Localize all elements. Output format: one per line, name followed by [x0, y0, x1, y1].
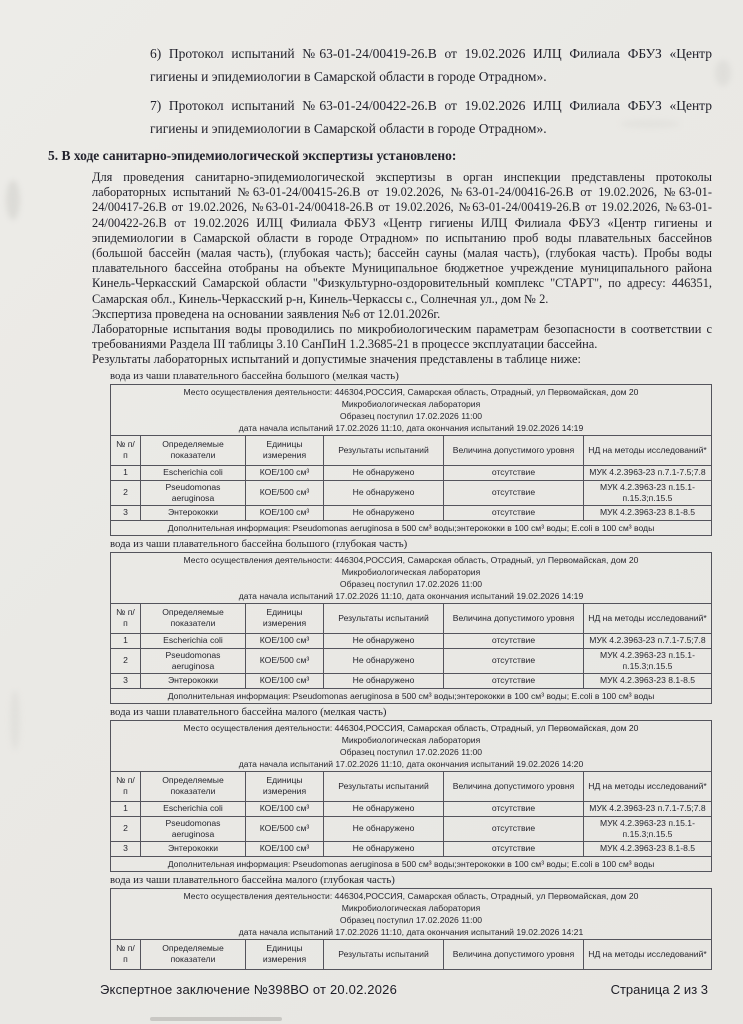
table-cell: отсутствие	[444, 816, 584, 841]
results-table-small-shallow	[110, 720, 712, 872]
table-header-row	[111, 603, 712, 633]
table-cell: отсутствие	[444, 841, 584, 856]
results-tables-block	[110, 370, 711, 970]
table-cell: МУК 4.2.3963-23 8.1-8.5	[584, 841, 712, 856]
table-row	[111, 673, 712, 688]
table-row	[111, 648, 712, 673]
table-cell: 3	[111, 841, 141, 856]
table-caption-big-deep: вода из чаши плавательного бассейна большого (глубокая часть)	[110, 537, 408, 550]
footer-page-number: Страница 2 из 3	[610, 981, 708, 997]
column-header: Результаты испытаний	[324, 435, 444, 465]
paragraph-basis: Экспертиза проведена на основании заявления №6 от 12.01.2026г.	[92, 306, 441, 321]
table-location-block	[111, 384, 712, 435]
table-cell: 2	[111, 480, 141, 505]
column-header: Определяемые показатели	[141, 939, 246, 969]
column-header: Определяемые показатели	[141, 435, 246, 465]
body-text-block	[92, 170, 712, 368]
column-header: Единицы измерения	[246, 603, 324, 633]
table-cell: 2	[111, 816, 141, 841]
table-cell: КОЕ/100 см³	[246, 673, 324, 688]
column-header: № п/п	[111, 435, 141, 465]
table-location-block	[111, 720, 712, 771]
page-footer	[100, 982, 712, 997]
table-cell: КОЕ/100 см³	[246, 633, 324, 648]
location-line: Образец поступил 17.02.2026 11:00	[339, 578, 483, 589]
table-row	[111, 633, 712, 648]
table-cell: КОЕ/100 см³	[246, 505, 324, 520]
table-cell: МУК 4.2.3963-23 п.15.1-п.15.3;п.15.5	[584, 480, 712, 505]
column-header: Результаты испытаний	[324, 603, 444, 633]
column-header: Величина допустимого уровня	[444, 435, 584, 465]
table-cell: отсутствие	[444, 480, 584, 505]
table-header-row	[111, 939, 712, 969]
table-cell: КОЕ/100 см³	[246, 841, 324, 856]
protocol-item-7: 7) Протокол испытаний №63-01-24/00422-26.В от 19.02.2026 ИЛЦ Филиала ФБУЗ «Центр гигиены и эпидемиологии в Самарской области в городе Отрадном».	[150, 98, 712, 136]
table-cell: Escherichia coli	[141, 465, 246, 480]
table-cell: 3	[111, 673, 141, 688]
table-header-row	[111, 435, 712, 465]
protocol-item-6: 6) Протокол испытаний №63-01-24/00419-26.В от 19.02.2026 ИЛЦ Филиала ФБУЗ «Центр гигиены и эпидемиологии в Самарской области в городе Отрадном».	[150, 46, 712, 84]
footer-document-number: Экспертное заключение №398ВО от 20.02.2026	[100, 981, 398, 997]
location-line: Микробиологическая лаборатория	[341, 398, 481, 409]
table-cell: отсутствие	[444, 801, 584, 816]
paragraph-lab-tests: Лабораторные испытания воды проводились по микробиологическим параметрам безопасности в соответствии с требованиями Раздела III таблицы 3.10 СанПиН 1.2.3685-21 в процессе эксплуатации бассейна.	[92, 322, 712, 352]
paragraph-main: Для проведения санитарно-эпидемиологической экспертизы в орган инспекции представлены протоколы лабораторных испытаний №63-01-24/00415-26.В от 19.02.2026, №63-01-24/00416-26.В от 19.02.2026, №63-01-24/00417-26.В от 19.02.2026, №63-01-24/00418-26.В от 19.02.2026, №63-01-24/00419-26.В от 19.02.2026, №63-01-24/00422-26.В от 19.02.2026 ИЛЦ Филиала ФБУЗ «Центр гигиены ИЛЦ Филиала ФБУЗ «Центр гигиены и эпидемиологии в Самарской области в городе Отрадном» по испытанию проб воды плавательных бассейнов (большой бассейн (малая часть), (глубокая часть); бассейн сауны (малая часть), (глубокая часть). Пробы воды плавательного бассейна отобраны на объекте Муниципальное бюджетное учреждение муниципального района Кинель-Черкасский Самарской области "Физкультурно-оздоровительный комплекс "СТАРТ", по адресу: 446351, Самарская обл., Кинель-Черкасский р-н, Кинель-Черкассы с., Солнечная ул., дом № 2.	[92, 170, 712, 306]
table-cell: КОЕ/500 см³	[246, 816, 324, 841]
location-line: дата начала испытаний 17.02.2026 11:10, дата окончания испытаний 19.02.2026 14:19	[238, 422, 584, 433]
table-cell: КОЕ/500 см³	[246, 480, 324, 505]
location-line: Место осуществления деятельности: 446304,РОССИЯ, Самарская область, Отрадный, ул Первомайская, дом 20	[183, 890, 639, 901]
column-header: № п/п	[111, 939, 141, 969]
table-row	[111, 816, 712, 841]
table-cell: МУК 4.2.3963-23 п.7.1-7.5;7.8	[584, 801, 712, 816]
table-cell: Не обнаружено	[324, 648, 444, 673]
table-row	[111, 480, 712, 505]
table-caption-small-shallow: вода из чаши плавательного бассейна малого (мелкая часть)	[110, 705, 387, 718]
table-row	[111, 505, 712, 520]
table-cell: Не обнаружено	[324, 673, 444, 688]
location-line: дата начала испытаний 17.02.2026 11:10, дата окончания испытаний 19.02.2026 14:19	[238, 590, 584, 601]
table-cell: 1	[111, 801, 141, 816]
table-cell: отсутствие	[444, 673, 584, 688]
table-cell: МУК 4.2.3963-23 п.7.1-7.5;7.8	[584, 465, 712, 480]
location-line: дата начала испытаний 17.02.2026 11:10, дата окончания испытаний 19.02.2026 14:20	[238, 758, 584, 769]
additional-info-row: Дополнительная информация: Pseudomonas aeruginosa в 500 см³ воды;энтерококки в 100 см³ воды; E.coli в 100 см³ воды	[111, 520, 712, 535]
column-header: № п/п	[111, 603, 141, 633]
table-cell: 1	[111, 633, 141, 648]
table-cell: Не обнаружено	[324, 465, 444, 480]
column-header: № п/п	[111, 771, 141, 801]
table-cell: Энтерококки	[141, 841, 246, 856]
column-header: Единицы измерения	[246, 771, 324, 801]
table-cell: 3	[111, 505, 141, 520]
table-cell: отсутствие	[444, 648, 584, 673]
table-cell: КОЕ/100 см³	[246, 801, 324, 816]
column-header: НД на методы исследований*	[584, 939, 712, 969]
location-line: Образец поступил 17.02.2026 11:00	[339, 410, 483, 421]
location-line: дата начала испытаний 17.02.2026 11:10, дата окончания испытаний 19.02.2026 14:21	[238, 926, 584, 937]
column-header: Единицы измерения	[246, 435, 324, 465]
location-line: Микробиологическая лаборатория	[341, 566, 481, 577]
column-header: Результаты испытаний	[324, 939, 444, 969]
scan-edge-artifact	[150, 1017, 282, 1021]
table-cell: отсутствие	[444, 505, 584, 520]
location-line: Микробиологическая лаборатория	[341, 902, 481, 913]
table-cell: 2	[111, 648, 141, 673]
table-cell: МУК 4.2.3963-23 п.15.1-п.15.3;п.15.5	[584, 816, 712, 841]
table-cell: МУК 4.2.3963-23 8.1-8.5	[584, 505, 712, 520]
table-cell: КОЕ/100 см³	[246, 465, 324, 480]
table-cell: Не обнаружено	[324, 480, 444, 505]
location-line: Место осуществления деятельности: 446304,РОССИЯ, Самарская область, Отрадный, ул Первомайская, дом 20	[183, 554, 639, 565]
table-cell: Энтерококки	[141, 673, 246, 688]
table-cell: Escherichia coli	[141, 633, 246, 648]
column-header: Определяемые показатели	[141, 771, 246, 801]
results-table-big-deep	[110, 552, 712, 704]
column-header: НД на методы исследований*	[584, 771, 712, 801]
location-line: Место осуществления деятельности: 446304,РОССИЯ, Самарская область, Отрадный, ул Первомайская, дом 20	[183, 386, 639, 397]
location-line: Микробиологическая лаборатория	[341, 734, 481, 745]
location-line: Место осуществления деятельности: 446304,РОССИЯ, Самарская область, Отрадный, ул Первомайская, дом 20	[183, 722, 639, 733]
paragraph-results-intro: Результаты лабораторных испытаний и допустимые значения представлены в таблице ниже:	[92, 352, 581, 367]
column-header: Определяемые показатели	[141, 603, 246, 633]
table-row	[111, 841, 712, 856]
location-line: Образец поступил 17.02.2026 11:00	[339, 746, 483, 757]
additional-info-row: Дополнительная информация: Pseudomonas aeruginosa в 500 см³ воды;энтерококки в 100 см³ воды; E.coli в 100 см³ воды	[111, 688, 712, 703]
table-cell: КОЕ/500 см³	[246, 648, 324, 673]
scan-smudge	[10, 690, 20, 750]
column-header: Величина допустимого уровня	[444, 603, 584, 633]
table-location-block	[111, 888, 712, 939]
table-cell: Не обнаружено	[324, 816, 444, 841]
table-cell: Escherichia coli	[141, 801, 246, 816]
additional-info-row: Дополнительная информация: Pseudomonas aeruginosa в 500 см³ воды;энтерококки в 100 см³ воды; E.coli в 100 см³ воды	[111, 856, 712, 871]
column-header: НД на методы исследований*	[584, 603, 712, 633]
table-cell: МУК 4.2.3963-23 8.1-8.5	[584, 673, 712, 688]
table-header-row	[111, 771, 712, 801]
table-cell: Pseudomonas aeruginosa	[141, 480, 246, 505]
column-header: Результаты испытаний	[324, 771, 444, 801]
table-row	[111, 801, 712, 816]
results-table-big-shallow	[110, 384, 712, 536]
table-caption-big-shallow: вода из чаши плавательного бассейна большого (мелкая часть)	[110, 369, 399, 382]
column-header: Величина допустимого уровня	[444, 771, 584, 801]
scan-smudge	[715, 60, 731, 86]
table-cell: Pseudomonas aeruginosa	[141, 816, 246, 841]
table-cell: Pseudomonas aeruginosa	[141, 648, 246, 673]
table-cell: Не обнаружено	[324, 841, 444, 856]
section-5-heading: 5. В ходе санитарно-эпидемиологической экспертизы установлено:	[48, 148, 457, 163]
table-cell: отсутствие	[444, 633, 584, 648]
table-cell: Не обнаружено	[324, 633, 444, 648]
table-row	[111, 465, 712, 480]
table-cell: Не обнаружено	[324, 505, 444, 520]
table-cell: 1	[111, 465, 141, 480]
column-header: Единицы измерения	[246, 939, 324, 969]
table-cell: МУК 4.2.3963-23 п.15.1-п.15.3;п.15.5	[584, 648, 712, 673]
location-line: Образец поступил 17.02.2026 11:00	[339, 914, 483, 925]
table-cell: МУК 4.2.3963-23 п.7.1-7.5;7.8	[584, 633, 712, 648]
results-table-small-deep-partial	[110, 888, 712, 970]
column-header: Величина допустимого уровня	[444, 939, 584, 969]
table-location-block	[111, 552, 712, 603]
table-cell: Энтерококки	[141, 505, 246, 520]
scan-smudge	[6, 180, 20, 220]
table-cell: Не обнаружено	[324, 801, 444, 816]
column-header: НД на методы исследований*	[584, 435, 712, 465]
scan-smudge	[620, 120, 680, 128]
table-caption-small-deep: вода из чаши плавательного бассейна малого (глубокая часть)	[110, 873, 395, 886]
table-cell: отсутствие	[444, 465, 584, 480]
